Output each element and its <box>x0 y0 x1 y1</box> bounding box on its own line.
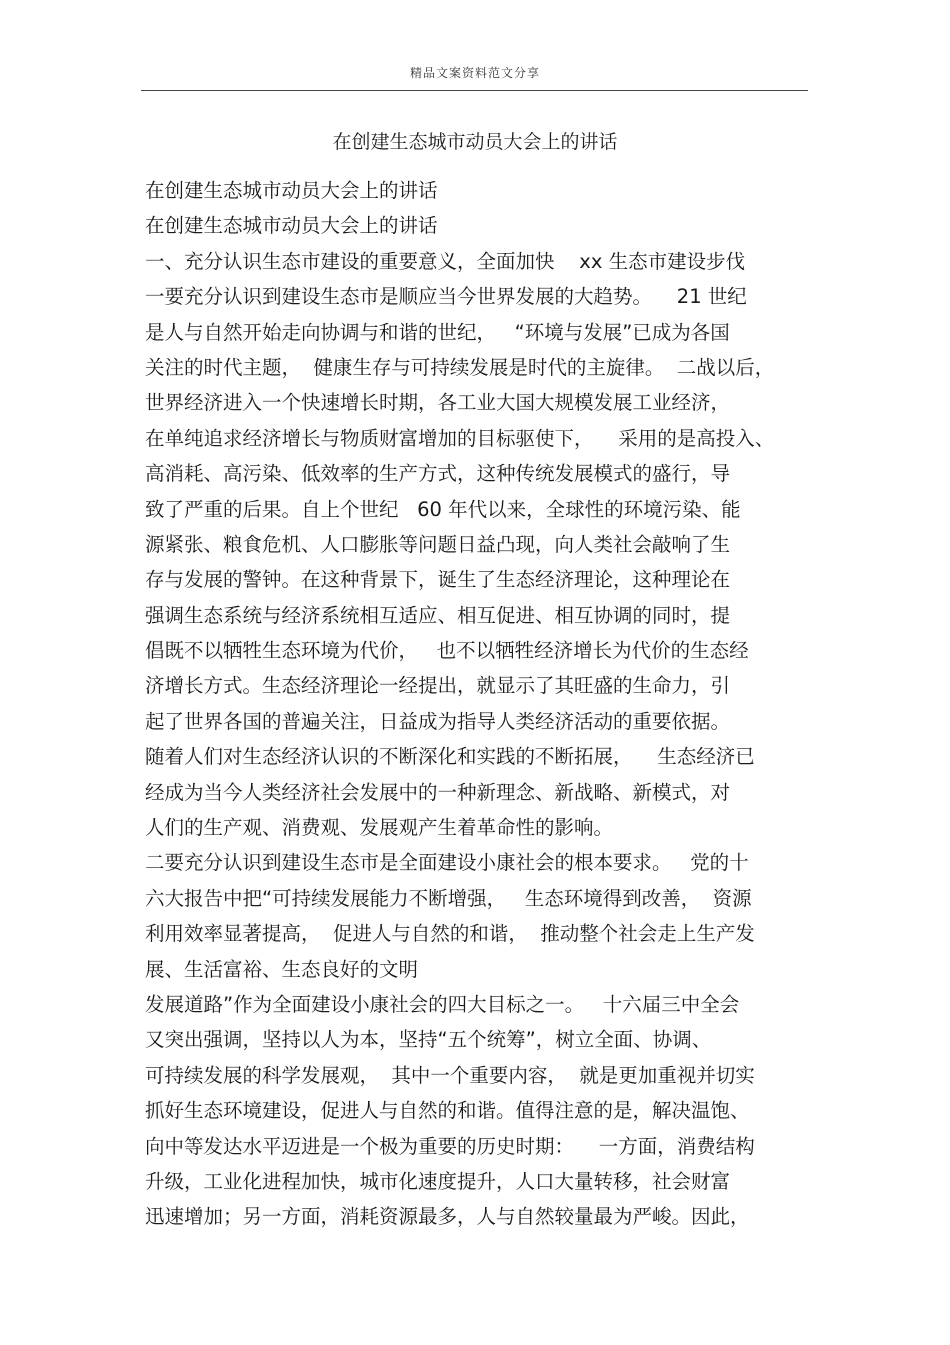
body-line: 发展道路”作为全面建设小康社会的四大目标之一。 十六届三中全会 <box>145 992 740 1016</box>
body-line: 一要充分认识到建设生态市是顺应当今世界发展的大趋势。 21 世纪 <box>145 285 747 309</box>
body-line: 起了世界各国的普遍关注，日益成为指导人类经济活动的重要依据。 <box>145 709 731 733</box>
body-line: 致了严重的后果。自上个世纪 60 年代以来，全球性的环境污染、能 <box>145 497 741 521</box>
body-line: 六大报告中把“可持续发展能力不断增强， 生态环境得到改善， 资源 <box>145 886 752 910</box>
body-line: 世界经济进入一个快速增长时期，各工业大国大规模发展工业经济， <box>145 391 731 415</box>
body-line: 升级，工业化进程加快，城市化速度提升，人口大量转移，社会财富 <box>145 1169 731 1193</box>
header-divider <box>141 90 808 91</box>
body-line: 倡既不以牺牲生态环境为代价， 也不以牺牲经济增长为代价的生态经 <box>145 639 749 663</box>
body-line: 二要充分认识到建设生态市是全面建设小康社会的根本要求。 党的十 <box>145 851 749 875</box>
body-line: 经成为当今人类经济社会发展中的一种新理念、新战略、新模式，对 <box>145 780 731 804</box>
body-line: 一、充分认识生态市建设的重要意义，全面加快 xx 生态市建设步伐 <box>145 249 746 273</box>
body-line: 在单纯追求经济增长与物质财富增加的目标驱使下， 采用的是高投入、 <box>145 426 775 450</box>
document-title: 在创建生态城市动员大会上的讲话 <box>332 131 618 153</box>
body-line: 是人与自然开始走向协调与和谐的世纪， “环境与发展”已成为各国 <box>145 320 730 344</box>
body-line: 向中等发达水平迈进是一个极为重要的历史时期： 一方面，消费结构 <box>145 1134 755 1158</box>
document-body <box>145 173 820 1235</box>
body-line: 在创建生态城市动员大会上的讲话 <box>145 214 438 238</box>
body-line: 济增长方式。生态经济理论一经提出，就显示了其旺盛的生命力，引 <box>145 674 731 698</box>
body-line: 利用效率显著提高， 促进人与自然的和谐， 推动整个社会走上生产发 <box>145 922 755 946</box>
body-line: 关注的时代主题， 健康生存与可持续发展是时代的主旋律。 二战以后， <box>145 355 775 379</box>
body-line: 在创建生态城市动员大会上的讲话 <box>145 179 438 202</box>
body-line: 抓好生态环境建设，促进人与自然的和谐。值得注意的是，解决温饱、 <box>145 1099 750 1123</box>
body-line: 源紧张、粮食危机、人口膨胀等问题日益凸现，向人类社会敲响了生 <box>145 532 731 556</box>
page-header: 精品文案资料范文分享 <box>409 66 540 80</box>
body-line: 展、生活富裕、生态良好的文明 <box>145 957 419 981</box>
body-line: 随着人们对生态经济认识的不断深化和实践的不断拓展， 生态经济已 <box>145 745 755 769</box>
body-line: 又突出强调，坚持以人为本，坚持“五个统筹”，树立全面、协调、 <box>145 1028 712 1052</box>
body-line: 可持续发展的科学发展观， 其中一个重要内容， 就是更加重视并切实 <box>145 1063 755 1087</box>
body-line: 高消耗、高污染、低效率的生产方式，这种传统发展模式的盛行，导 <box>145 462 731 486</box>
body-line: 迅速增加；另一方面，消耗资源最多，人与自然较量最为严峻。因此， <box>145 1205 750 1229</box>
body-line: 人们的生产观、消费观、发展观产生着革命性的影响。 <box>145 816 614 840</box>
body-line: 存与发展的警钟。在这种背景下，诞生了生态经济理论，这种理论在 <box>145 568 731 592</box>
body-line: 强调生态系统与经济系统相互适应、相互促进、相互协调的同时，提 <box>145 603 731 627</box>
